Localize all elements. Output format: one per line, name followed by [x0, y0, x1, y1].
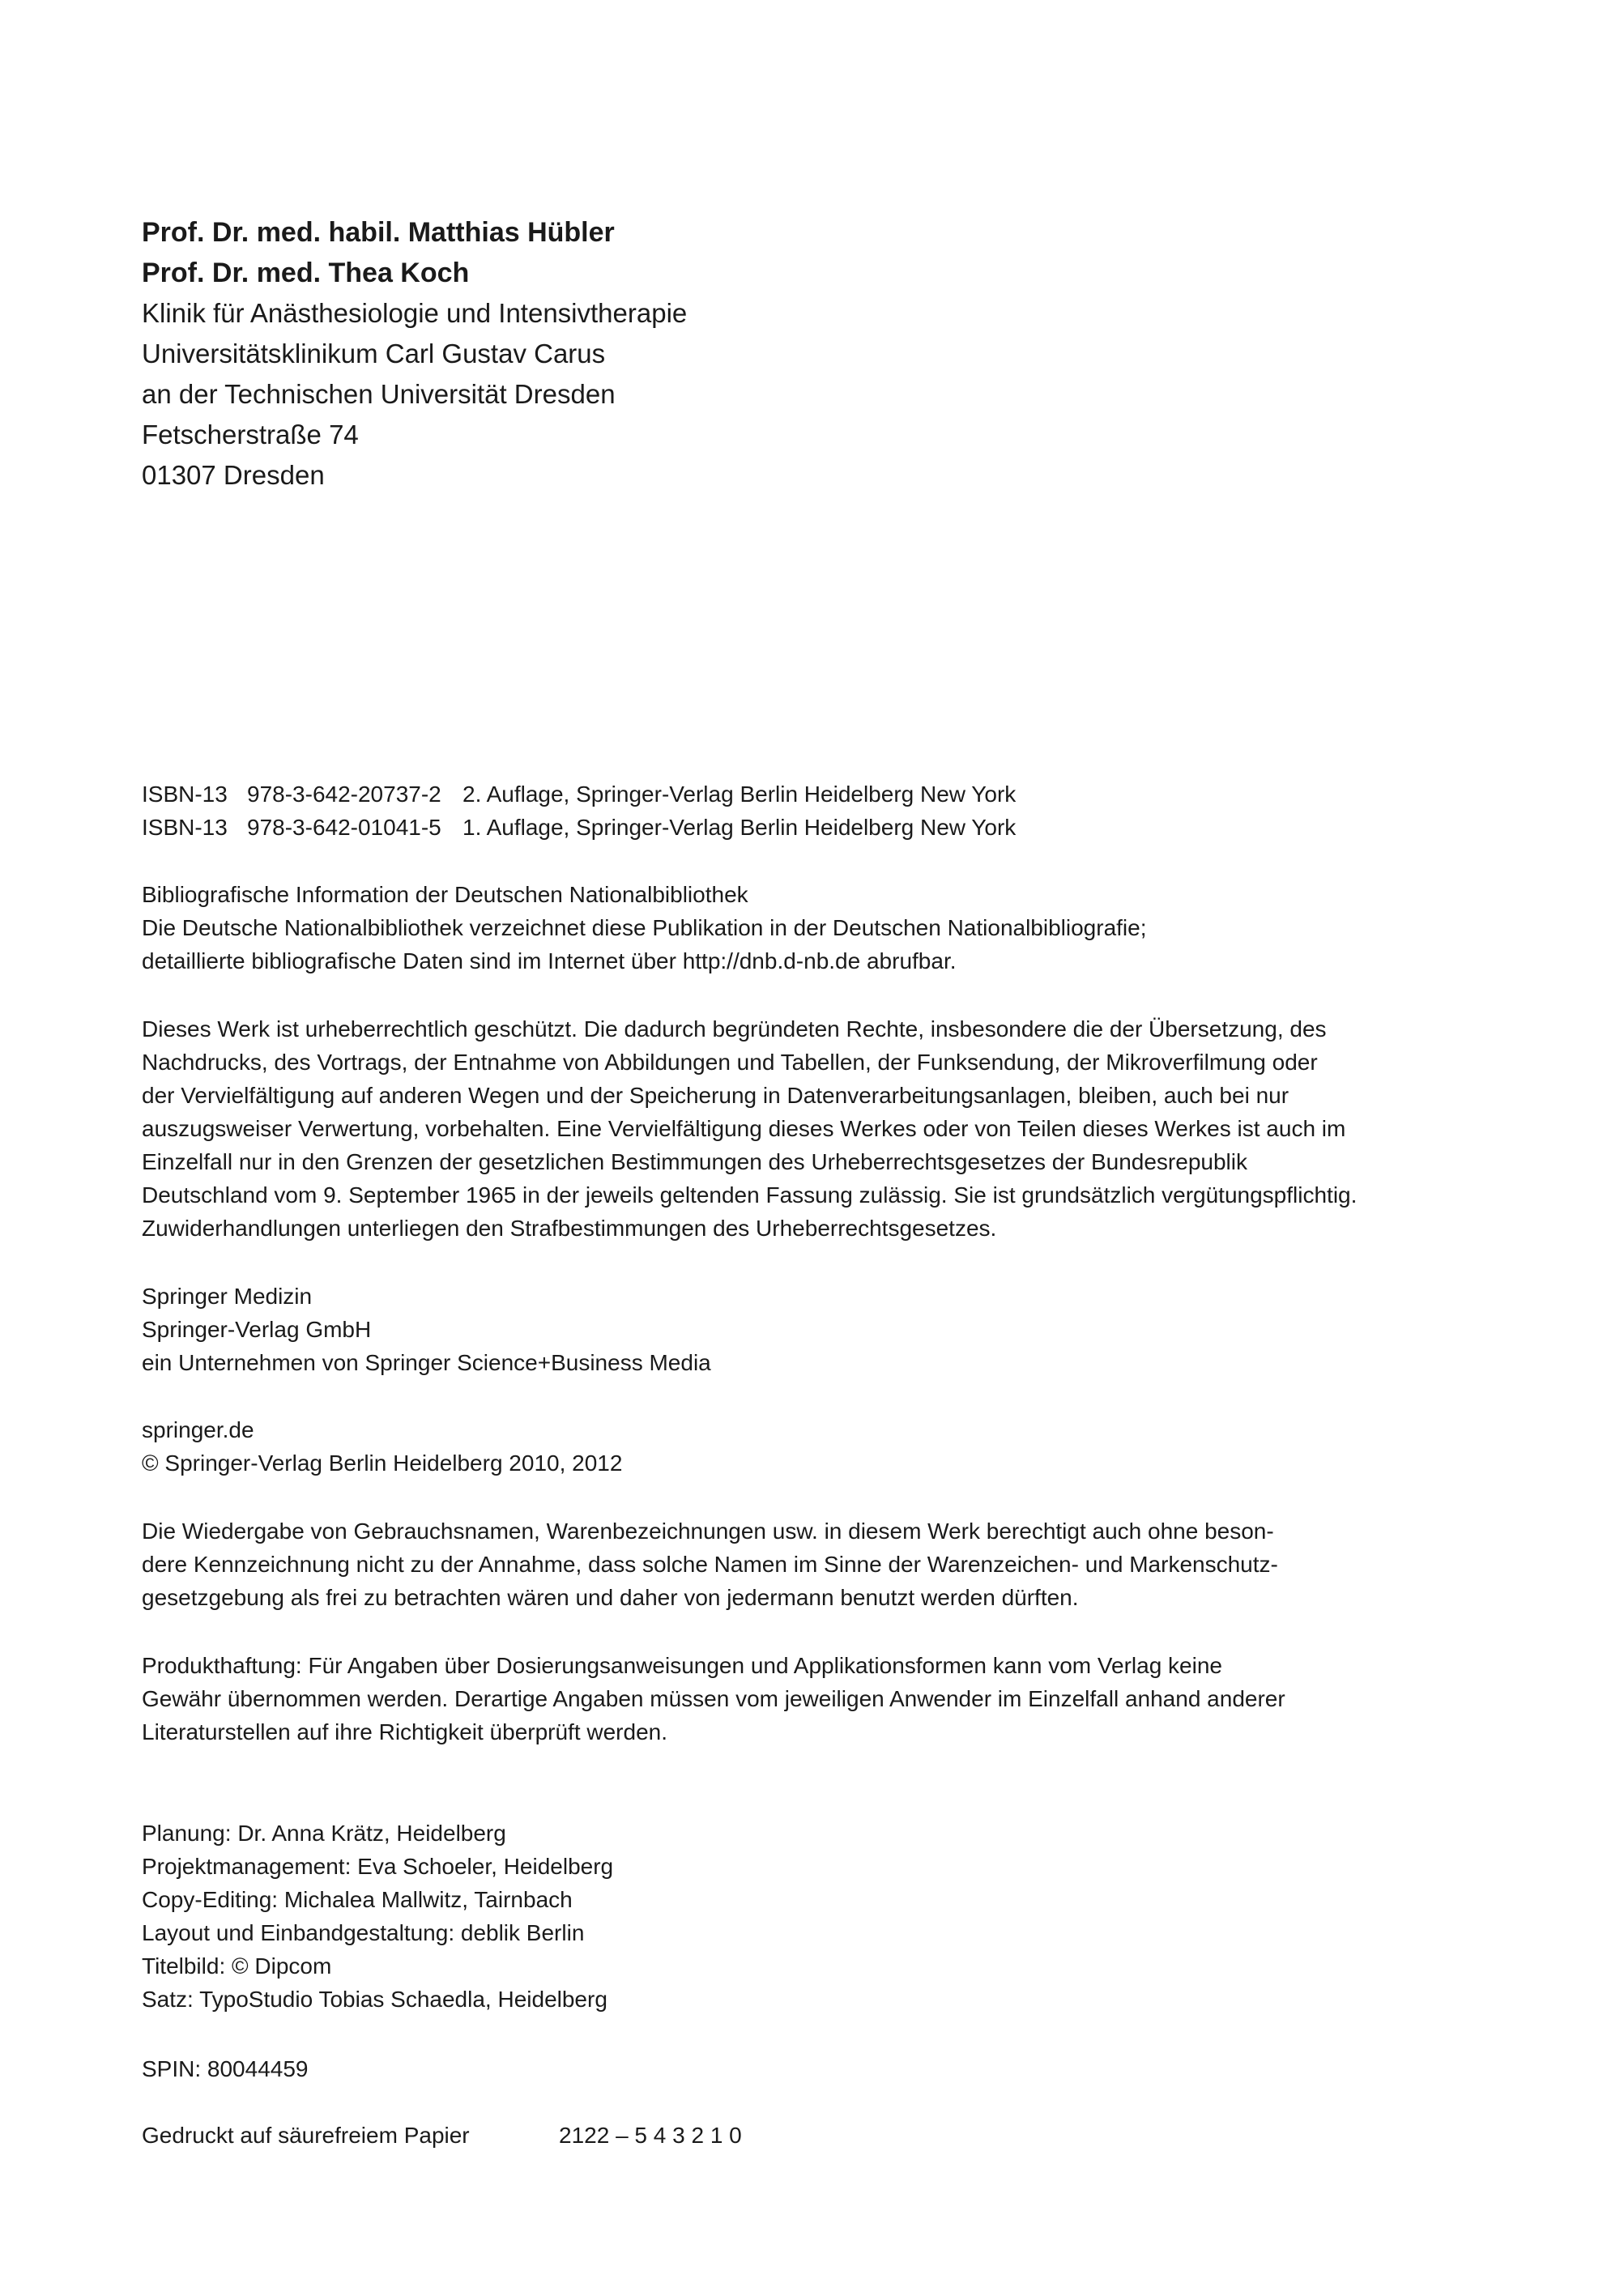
printed-row — [142, 2119, 1405, 2152]
copyright-line: Nachdrucks, des Vortrags, der Entnahme von Abbildungen und Tabellen, der Funksendung, der Mikroverfilmung oder — [142, 1050, 1318, 1075]
credit-line: Titelbild: © Dipcom — [142, 1953, 332, 1979]
copyright-year-line: © Springer-Verlag Berlin Heidelberg 2010, 2012 — [142, 1450, 623, 1476]
bibliographic-block — [142, 878, 1405, 978]
bibliographic-line: Bibliografische Information der Deutschen Nationalbibliothek — [142, 882, 748, 907]
copyright-line: Deutschland vom 9. September 1965 in der jeweils geltenden Fassung zulässig. Sie ist grundsätzlich vergütungspflichtig. — [142, 1182, 1358, 1208]
copyright-line: der Vervielfältigung auf anderen Wegen und der Speicherung in Datenverarbeitungsanlagen, bleiben, auch bei nur — [142, 1083, 1289, 1108]
isbn-row — [142, 811, 1405, 844]
credit-line: Layout und Einbandgestaltung: deblik Berlin — [142, 1920, 585, 1945]
trademark-line: Die Wiedergabe von Gebrauchsnamen, Warenbezeichnungen usw. in diesem Werk berechtigt auch ohne beson- — [142, 1519, 1274, 1544]
liability-notice — [142, 1649, 1405, 1749]
author-block — [142, 212, 1114, 496]
copyright-line: Zuwiderhandlungen unterliegen den Strafbestimmungen des Urheberrechtsgesetzes. — [142, 1216, 997, 1241]
isbn-label: ISBN-13 — [142, 815, 228, 840]
credit-line: Projektmanagement: Eva Schoeler, Heidelberg — [142, 1854, 614, 1879]
isbn-number: 978-3-642-20737-2 — [247, 782, 441, 807]
publisher-line: ein Unternehmen von Springer Science+Business Media — [142, 1350, 711, 1375]
copyright-line: Dieses Werk ist urheberrechtlich geschützt. Die dadurch begründeten Rechte, insbesondere die der Übersetzung, des — [142, 1016, 1327, 1042]
copyright-notice — [142, 1012, 1405, 1245]
website-line: springer.de — [142, 1417, 254, 1442]
publisher-line: Springer-Verlag GmbH — [142, 1317, 372, 1342]
web-copyright-block — [142, 1413, 1405, 1480]
liability-line: Literaturstellen auf ihre Richtigkeit überprüft werden. — [142, 1719, 668, 1744]
author-name: Prof. Dr. med. habil. Matthias Hübler — [142, 217, 615, 248]
isbn-row — [142, 777, 1405, 811]
credit-line: Satz: TypoStudio Tobias Schaedla, Heidelberg — [142, 1987, 607, 2012]
credit-line: Copy-Editing: Michalea Mallwitz, Tairnbach — [142, 1887, 573, 1912]
address-line: 01307 Dresden — [142, 460, 325, 490]
printed-block — [142, 2119, 1405, 2152]
trademark-line: dere Kennzeichnung nicht zu der Annahme, dass solche Namen im Sinne der Warenzeichen- und Markenschutz- — [142, 1552, 1278, 1577]
isbn-edition: 1. Auflage, Springer-Verlag Berlin Heidelberg New York — [462, 815, 1017, 840]
copyright-line: auszugsweiser Verwertung, vorbehalten. Eine Vervielfältigung dieses Werkes oder von Teilen dieses Werkes ist auch im — [142, 1116, 1346, 1141]
printed-paper-note: Gedruckt auf säurefreiem Papier — [142, 2123, 470, 2148]
credit-line: Planung: Dr. Anna Krätz, Heidelberg — [142, 1821, 506, 1846]
trademark-notice — [142, 1514, 1405, 1614]
publisher-block — [142, 1280, 1405, 1379]
spin-block — [142, 2052, 1405, 2085]
isbn-block — [142, 777, 1405, 844]
trademark-line: gesetzgebung als frei zu betrachten wären und daher von jedermann benutzt werden dürften. — [142, 1585, 1079, 1610]
liability-line: Produkthaftung: Für Angaben über Dosierungsanweisungen und Applikationsformen kann vom Verlag keine — [142, 1653, 1222, 1678]
bibliographic-line: Die Deutsche Nationalbibliothek verzeichnet diese Publikation in der Deutschen Nationalbibliografie; — [142, 915, 1147, 940]
isbn-label: ISBN-13 — [142, 782, 228, 807]
address-line: Klinik für Anästhesiologie und Intensivtherapie — [142, 298, 688, 328]
address-line: Fetscherstraße 74 — [142, 420, 359, 449]
spin-number: SPIN: 80044459 — [142, 2056, 309, 2081]
address-line: Universitätsklinikum Carl Gustav Carus — [142, 339, 606, 368]
publisher-line: Springer Medizin — [142, 1284, 313, 1309]
isbn-edition: 2. Auflage, Springer-Verlag Berlin Heidelberg New York — [462, 782, 1017, 807]
print-code: 2122 – 5 4 3 2 1 0 — [559, 2123, 742, 2148]
isbn-number: 978-3-642-01041-5 — [247, 815, 441, 840]
bibliographic-line: detaillierte bibliografische Daten sind im Internet über http://dnb.d-nb.de abrufbar. — [142, 948, 957, 973]
address-line: an der Technischen Universität Dresden — [142, 379, 616, 409]
liability-line: Gewähr übernommen werden. Derartige Angaben müssen vom jeweiligen Anwender im Einzelfall anhand anderer — [142, 1686, 1285, 1711]
author-name: Prof. Dr. med. Thea Koch — [142, 258, 470, 288]
copyright-line: Einzelfall nur in den Grenzen der gesetzlichen Bestimmungen des Urheberrechtsgesetzes der Bundesrepublik — [142, 1149, 1247, 1174]
credits-block — [142, 1817, 1405, 2016]
